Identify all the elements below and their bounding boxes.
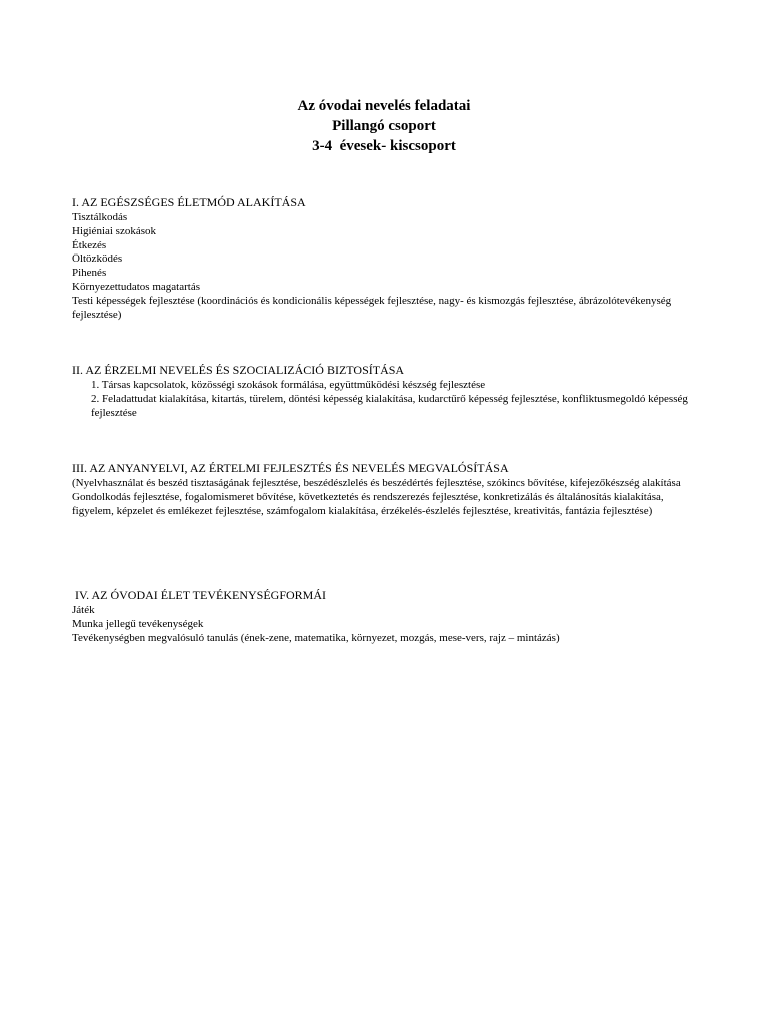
list-item: (Nyelvhasználat és beszéd tisztaságának fejlesztése, beszédészlelés és beszédértés fejlesztése, szókincs bővítése, kifejezőkészség alakítása (72, 477, 681, 489)
list-item: Pihenés (72, 267, 107, 279)
title-line-2: Pillangó csoport (332, 118, 436, 134)
document-title (0, 96, 768, 156)
section-heading: IV. AZ ÓVODAI ÉLET TEVÉKENYSÉGFORMÁI (72, 588, 326, 602)
list-item: Környezettudatos magatartás (72, 281, 200, 293)
list-item: Játék (72, 604, 95, 616)
section-heading: III. AZ ANYANYELVI, AZ ÉRTELMI FEJLESZTÉS ÉS NEVELÉS MEGVALÓSÍTÁSA (72, 461, 509, 475)
list-item: Testi képességek fejlesztése (koordinációs és kondicionális képességek fejlesztése, nagy- és kismozgás fejlesztése, ábrázolótevékenység fejlesztése) (72, 295, 672, 321)
section-emotional-education (72, 363, 692, 420)
title-line-1: Az óvodai nevelés feladatai (297, 98, 471, 114)
section-language-development (72, 461, 692, 518)
section-heading: II. AZ ÉRZELMI NEVELÉS ÉS SZOCIALIZÁCIÓ BIZTOSÍTÁSA (72, 363, 405, 377)
list-item: Higiéniai szokások (72, 225, 157, 237)
list-item: Gondolkodás fejlesztése, fogalomismeret bővítése, következtetés és rendszerezés fejlesztése, konkretizálás és általánosítás kialakítása, figyelem, képzelet és emlékezet fejlesztése, számfogalom kialakítása, érzékelés-észlelés fejlesztése, kreativitás, fantázia fejlesztése) (72, 491, 664, 517)
list-item: Tisztálkodás (72, 211, 128, 223)
title-line-3: 3-4 évesek- kiscsoport (312, 138, 456, 154)
numbered-list-item: 2. Feladattudat kialakítása, kitartás, türelem, döntési képesség kialakítása, kudarctűrő képesség fejlesztése, konfliktusmegoldó képesség fejlesztése (91, 393, 688, 419)
section-kindergarten-activities (72, 588, 692, 645)
numbered-list-item: 1. Társas kapcsolatok, közösségi szokások formálása, együttműködési készség fejlesztése (91, 379, 486, 391)
section-healthy-lifestyle (72, 195, 692, 322)
list-item: Étkezés (72, 239, 107, 251)
list-item: Öltözködés (72, 253, 123, 265)
list-item: Munka jellegű tevékenységek (72, 618, 204, 630)
list-item: Tevékenységben megvalósuló tanulás (ének-zene, matematika, környezet, mozgás, mese-vers, rajz – mintázás) (72, 632, 560, 644)
section-heading: I. AZ EGÉSZSÉGES ÉLETMÓD ALAKÍTÁSA (72, 195, 306, 209)
